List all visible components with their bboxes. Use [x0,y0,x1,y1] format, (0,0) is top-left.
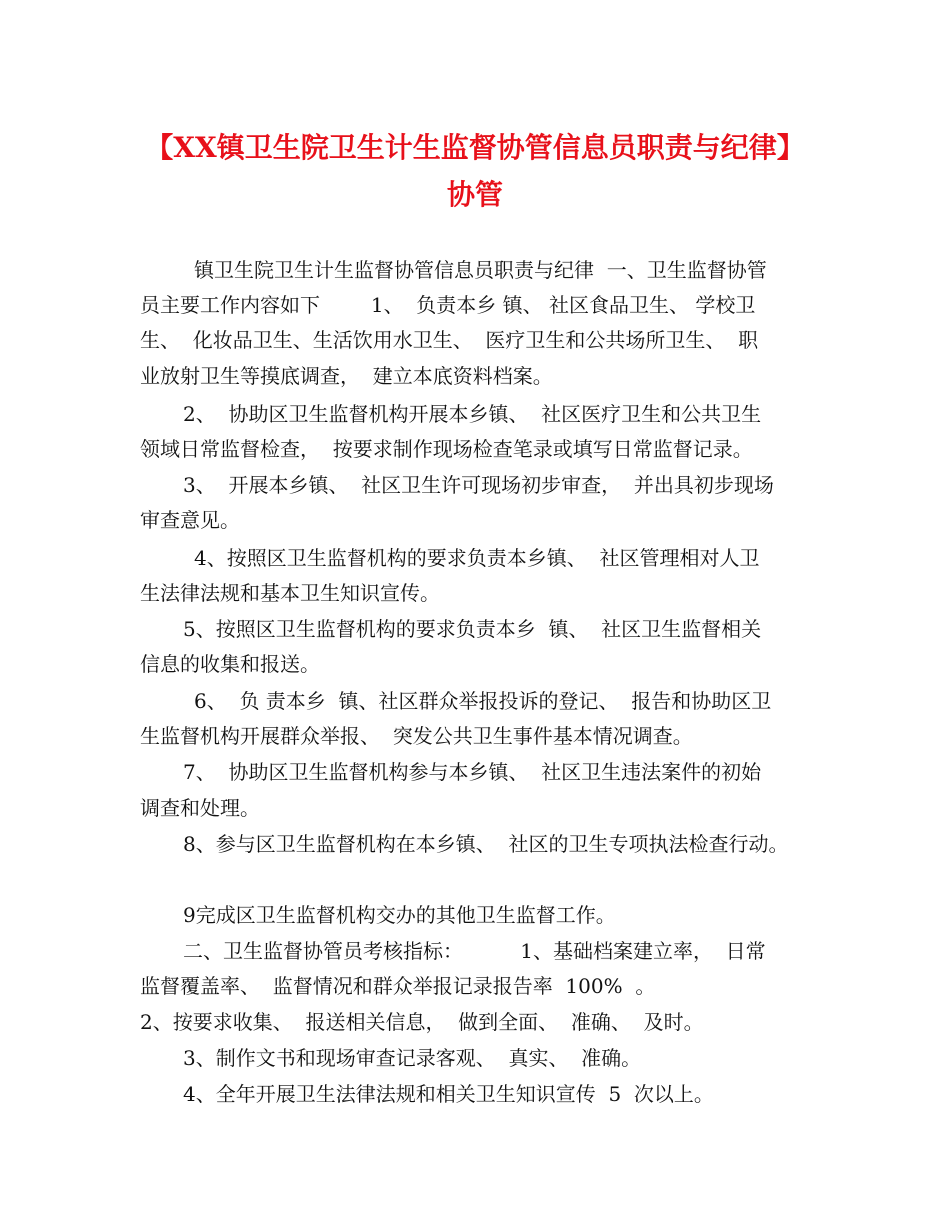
paragraph-line: 员主要工作内容如下 1、 负责本乡 镇、 社区食品卫生、 学校卫 [140,293,756,317]
paragraph-line: 6、 负 责本乡 镇、社区群众举报投诉的登记、 报告和协助区卫 [194,689,772,713]
document-title: 【XX镇卫生院卫生计生监督协管信息员职责与纪律】 [145,131,805,164]
paragraph-line: 生法律法规和基本卫生知识宣传。 [140,581,440,605]
paragraph-line: 审查意见。 [140,508,240,532]
paragraph-line: 3、制作文书和现场审查记录客观、 真实、 准确。 [183,1046,642,1070]
paragraph-line: 业放射卫生等摸底调查， 建立本底资料档案。 [140,364,553,388]
paragraph-line: 8、参与区卫生监督机构在本乡镇、 社区的卫生专项执法检查行动。 [183,832,789,856]
paragraph-line: 2、按要求收集、 报送相关信息， 做到全面、 准确、 及时。 [140,1010,704,1034]
paragraph-line: 镇卫生院卫生计生监督协管信息员职责与纪律 一、卫生监督协管 [194,258,767,282]
paragraph-line: 信息的收集和报送。 [140,652,320,676]
paragraph-line: 2、 协助区卫生监督机构开展本乡镇、 社区医疗卫生和公共卫生 [183,402,762,426]
paragraph-line: 二、卫生监督协管员考核指标： 1、基础档案建立率， 日常 [183,939,766,963]
paragraph-line: 3、 开展本乡镇、 社区卫生许可现场初步审查， 并出具初步现场 [183,473,774,497]
paragraph-line: 5、按照区卫生监督机构的要求负责本乡 镇、 社区卫生监督相关 [183,617,762,641]
paragraph-line: 7、 协助区卫生监督机构参与本乡镇、 社区卫生违法案件的初始 [183,760,762,784]
paragraph-line: 9完成区卫生监督机构交办的其他卫生监督工作。 [183,903,616,927]
document-title-continued: 协管 [446,178,503,211]
paragraph-line: 调查和处理。 [140,796,260,820]
paragraph-line: 监督覆盖率、 监督情况和群众举报记录报告率 100% 。 [140,974,656,998]
paragraph-line: 生监督机构开展群众举报、 突发公共卫生事件基本情况调查。 [140,724,693,748]
paragraph-line: 领域日常监督检查， 按要求制作现场检查笔录或填写日常监督记录。 [140,437,753,461]
paragraph-line: 4、全年开展卫生法律法规和相关卫生知识宣传 5 次以上。 [183,1082,714,1106]
paragraph-line: 4、按照区卫生监督机构的要求负责本乡镇、 社区管理相对人卫 [194,546,760,570]
paragraph-line: 生、 化妆品卫生、生活饮用水卫生、 医疗卫生和公共场所卫生、 职 [140,328,759,352]
